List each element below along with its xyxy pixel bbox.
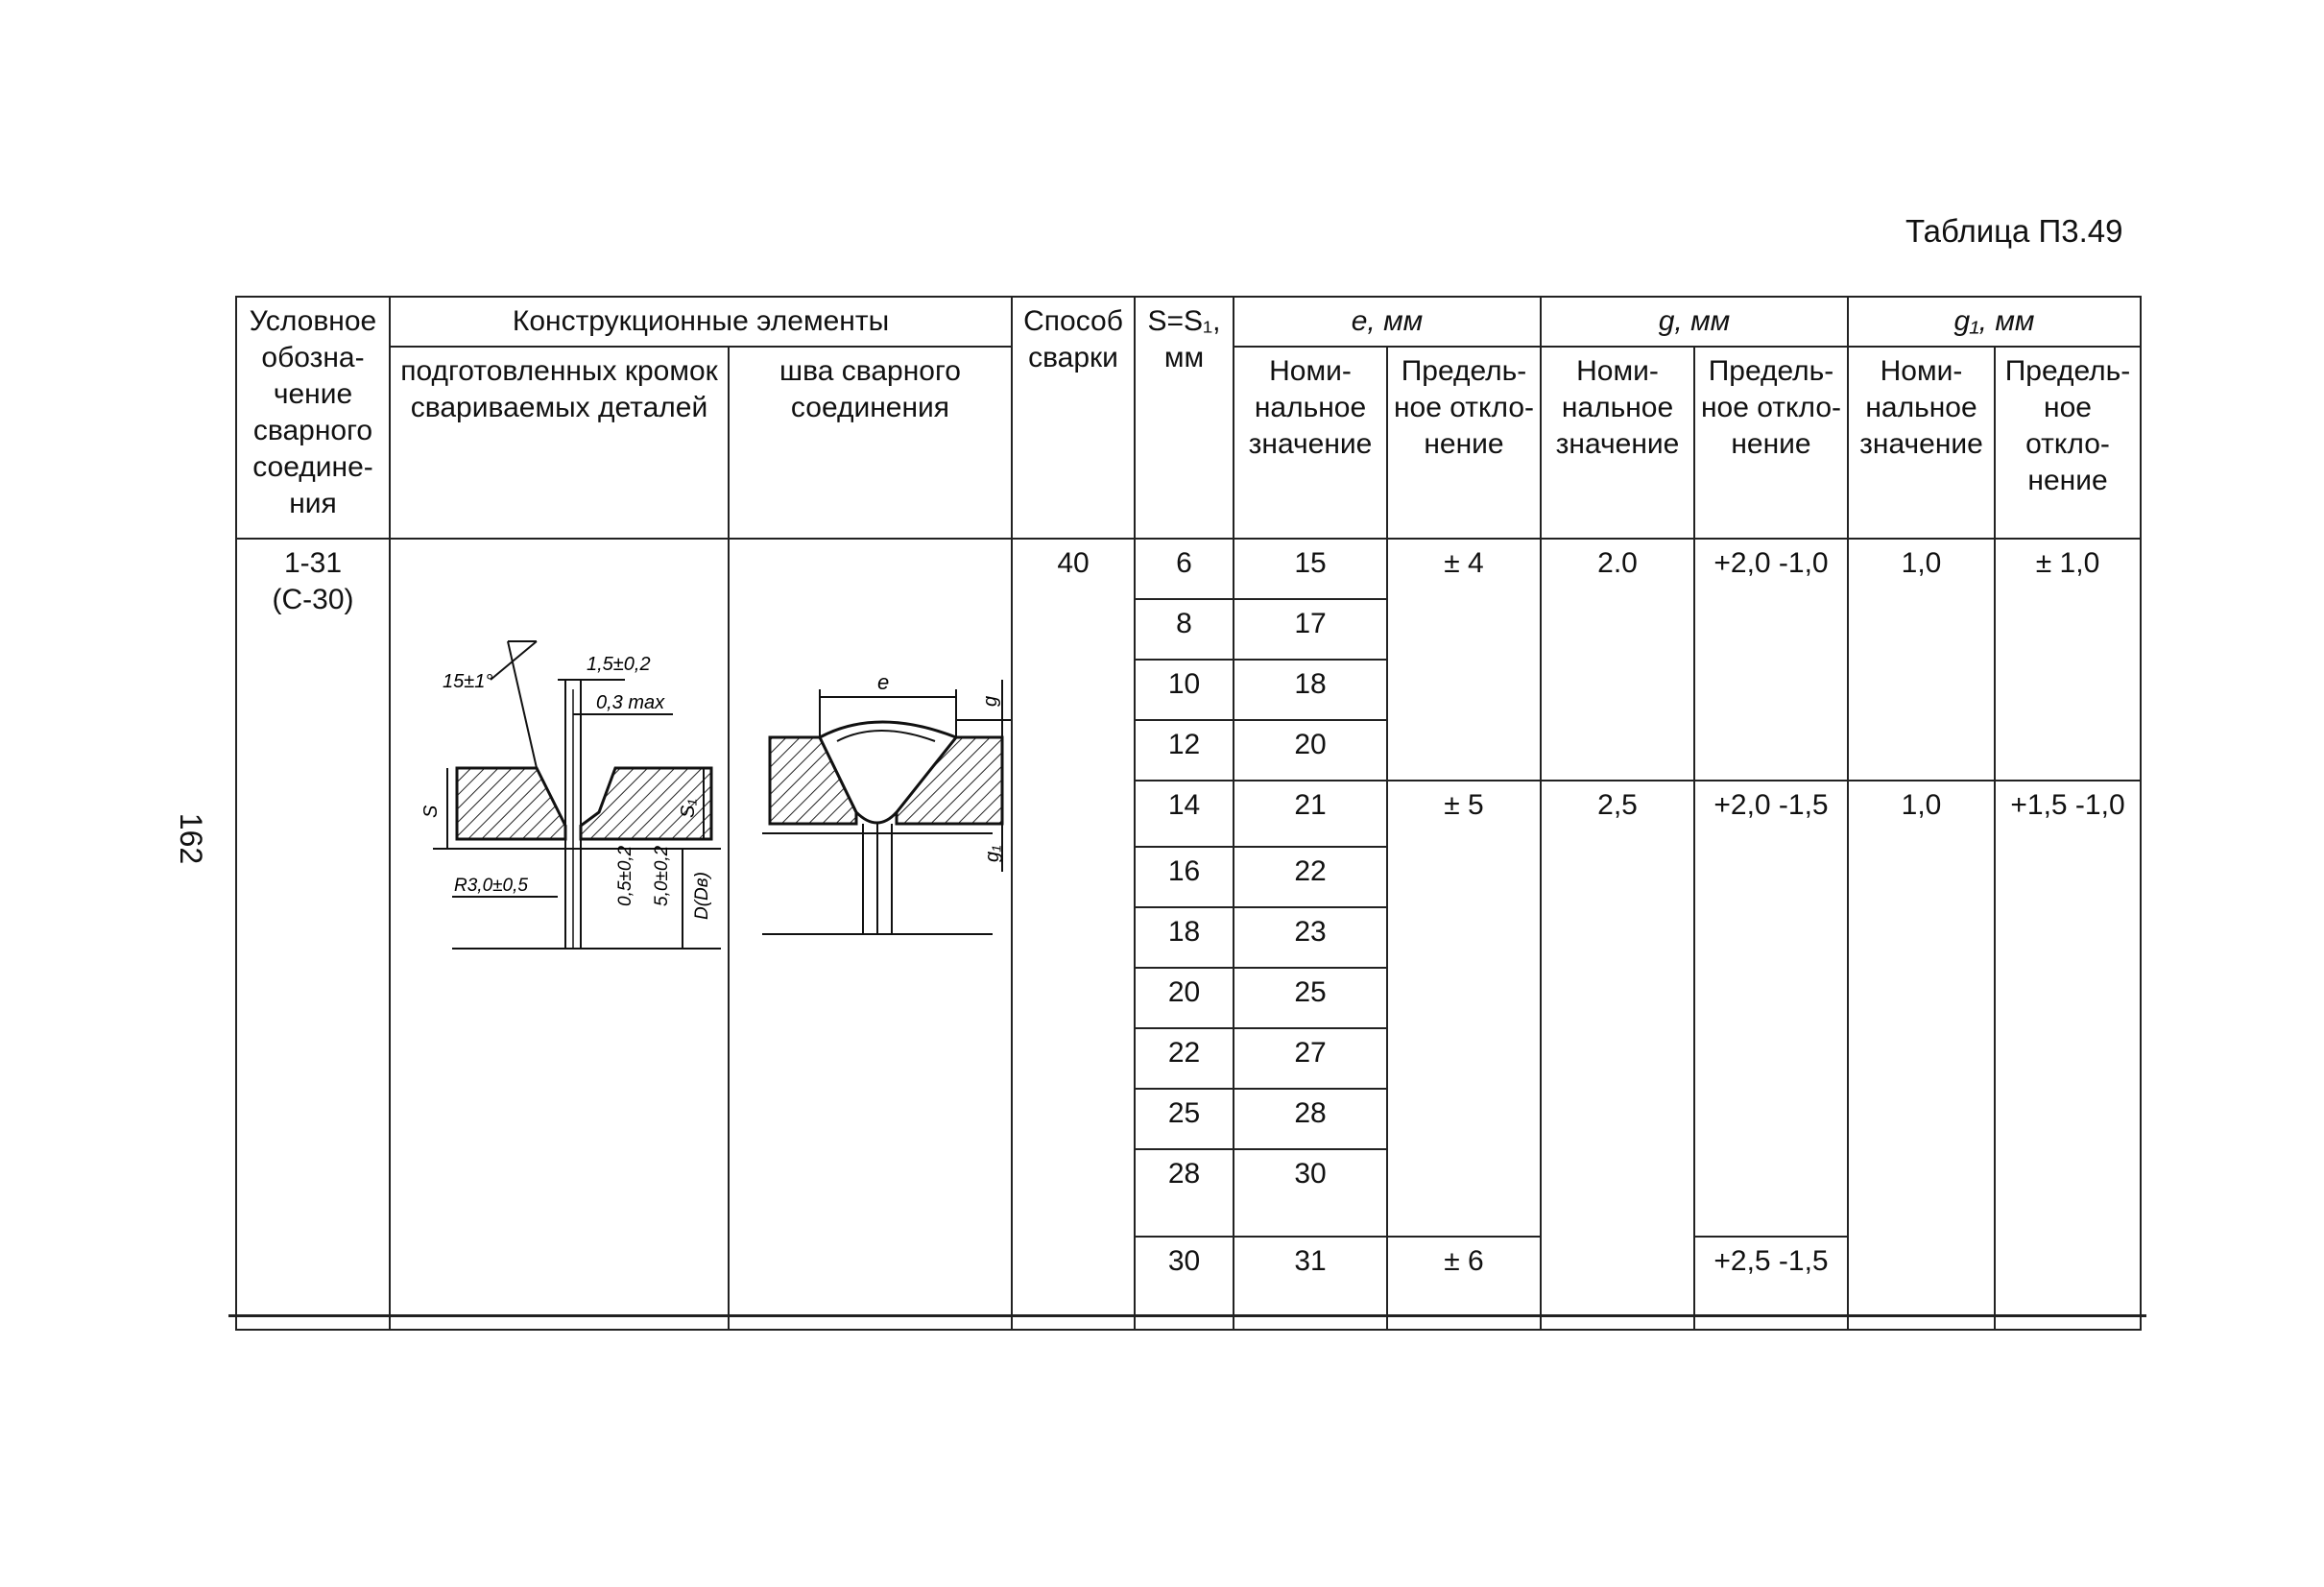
- header-g-nominal: Номи- нальное значение: [1541, 347, 1694, 539]
- e-value: 30: [1234, 1149, 1387, 1237]
- g-deviation-group-b: +2,0 -1,5: [1694, 781, 1848, 1237]
- g1-nominal-group-b: 1,0: [1848, 781, 1995, 1330]
- edge-offset-label: 0,3 max: [596, 692, 665, 713]
- header-prepared-edges: подготовленных кромок свариваемых деталей: [390, 347, 729, 539]
- edge-gap-label: 1,5±0,2: [587, 654, 651, 675]
- g1-nominal-group-a: 1,0: [1848, 539, 1995, 781]
- e-value: 18: [1234, 660, 1387, 720]
- s-value: 12: [1135, 720, 1234, 781]
- table-caption: Таблица П3.49: [1905, 213, 2123, 249]
- edge-radius-label: R3,0±0,5: [454, 876, 528, 896]
- s-value: 14: [1135, 781, 1234, 847]
- header-g: g, мм: [1541, 297, 1848, 347]
- g-nominal-group-a: 2.0: [1541, 539, 1694, 781]
- table-bottom-rule: [228, 1314, 2146, 1317]
- header-weld-seam: шва сварного соединения: [729, 347, 1012, 539]
- edge-dim2-label: 5,0±0,2: [652, 845, 672, 906]
- header-designation: Условное обозна- чение сварного соедине- ния: [236, 297, 390, 539]
- edge-dim1-label: 0,5±0,2: [615, 845, 635, 906]
- header-g1-nominal: Номи- нальное значение: [1848, 347, 1995, 539]
- s-value: 6: [1135, 539, 1234, 599]
- weld-seam-svg: [733, 545, 1012, 1313]
- s-value: 20: [1135, 968, 1234, 1028]
- welding-method-cell: 40: [1012, 539, 1135, 1330]
- e-value: 25: [1234, 968, 1387, 1028]
- s-value: 18: [1135, 907, 1234, 968]
- edge-diameter-label: D(Dв): [692, 871, 712, 920]
- header-e: e, мм: [1234, 297, 1541, 347]
- g-deviation-group-c: +2,5 -1,5: [1694, 1237, 1848, 1330]
- edge-preparation-drawing: [390, 539, 729, 1330]
- edge-s1-label: S₁: [678, 799, 699, 818]
- g1-deviation-group-a: ± 1,0: [1995, 539, 2141, 781]
- header-e-deviation: Предель- ное откло- нение: [1387, 347, 1541, 539]
- s-value: 16: [1135, 847, 1234, 907]
- e-value: 20: [1234, 720, 1387, 781]
- page-number: 162: [174, 812, 209, 865]
- e-deviation-group-b: ± 5: [1387, 781, 1541, 1237]
- s-value: 8: [1135, 599, 1234, 660]
- seam-g-label: g: [980, 695, 1001, 707]
- header-welding-method: Способ сварки: [1012, 297, 1135, 539]
- e-value: 23: [1234, 907, 1387, 968]
- header-thickness: S=S₁, мм: [1135, 297, 1234, 539]
- edge-angle-label: 15±1°: [443, 671, 493, 692]
- edge-preparation-svg: [395, 545, 729, 1313]
- header-g1-deviation: Предель- ное откло- нение: [1995, 347, 2141, 539]
- e-value: 17: [1234, 599, 1387, 660]
- weld-joint-table: [235, 296, 2142, 1331]
- g-nominal-group-b: 2,5: [1541, 781, 1694, 1330]
- e-value: 22: [1234, 847, 1387, 907]
- seam-g1-label: g₁: [982, 845, 1003, 862]
- e-deviation-group-c: ± 6: [1387, 1237, 1541, 1330]
- s-value: 22: [1135, 1028, 1234, 1089]
- header-g1: g₁, мм: [1848, 297, 2141, 347]
- s-value: 28: [1135, 1149, 1234, 1237]
- designation-cell: 1-31 (С-30): [236, 539, 390, 1330]
- s-value: 30: [1135, 1237, 1234, 1330]
- e-value: 28: [1234, 1089, 1387, 1149]
- left-plate-shape: [457, 768, 565, 839]
- weld-seam-drawing: [729, 539, 1012, 1330]
- g-deviation-group-a: +2,0 -1,0: [1694, 539, 1848, 781]
- edge-s-label: S: [420, 805, 442, 818]
- seam-e-label: e: [877, 670, 890, 694]
- e-value: 31: [1234, 1237, 1387, 1330]
- header-e-nominal: Номи- нальное значение: [1234, 347, 1387, 539]
- s-value: 25: [1135, 1089, 1234, 1149]
- s-value: 10: [1135, 660, 1234, 720]
- e-deviation-group-a: ± 4: [1387, 539, 1541, 781]
- header-g-deviation: Предель- ное откло- нение: [1694, 347, 1848, 539]
- e-value: 27: [1234, 1028, 1387, 1089]
- header-constructive-elements: Конструкционные элементы: [390, 297, 1012, 347]
- g1-deviation-group-b: +1,5 -1,0: [1995, 781, 2141, 1330]
- e-value: 21: [1234, 781, 1387, 847]
- e-value: 15: [1234, 539, 1387, 599]
